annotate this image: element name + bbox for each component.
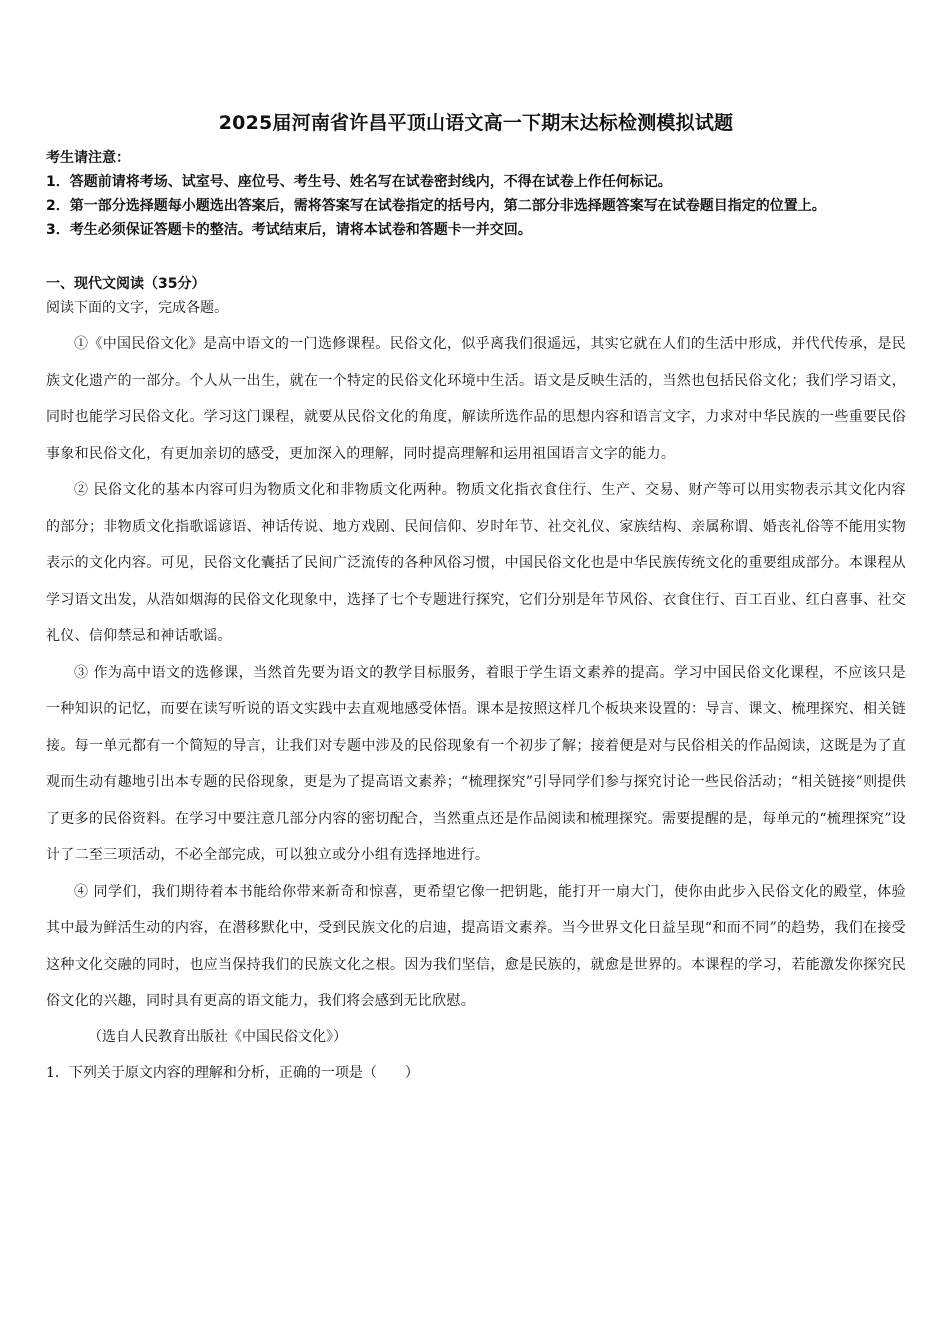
notice-item-3: 3．考生必须保证答题卡的整洁。考试结束后，请将本试卷和答题卡一并交回。 [46, 222, 532, 238]
source-citation: （选自人民教育出版社《中国民俗文化》） [88, 1028, 347, 1045]
notice-item-2: 2．第一部分选择题每小题选出答案后，需将答案写在试卷指定的括号内，第二部分非选择题答案写在试卷题目指定的位置上。 [46, 198, 826, 214]
section-title: 一、现代文阅读（35分） [46, 276, 206, 292]
exam-title: 2025届河南省许昌平顶山语文高一下期末达标检测模拟试题 [218, 112, 734, 134]
question-1: 1．下列关于原文内容的理解和分析，正确的一项是（ ） [46, 1064, 419, 1081]
notice-heading: 考生请注意： [46, 150, 130, 166]
reading-paragraph-1: ①《中国民俗文化》是高中语文的一门选修课程。民俗文化，似乎离我们很遥远，其实它就在人们的生活中形成，并代代传承，是民族文化遗产的一部分。个人从一出生，就在一个特定的民俗文化环境中生活。语文是反映生活的，当然也包括民俗文化；我们学习语文，同时也能学习民俗文化。学习这门课程，就要从民俗文化的角度，解读所选作品的思想内容和语言文字，力求对中华民族的一些重要民俗事象和民俗文化，有更加亲切的感受，更加深入的理解，同时提高理解和运用祖国语言文字的能力。 [46, 336, 906, 462]
section-instruction: 阅读下面的文字，完成各题。 [46, 300, 228, 316]
exam-notice [46, 146, 906, 242]
notice-item-1: 1．答题前请将考场、试室号、座位号、考生号、姓名写在试卷密封线内，不得在试卷上作任何标记。 [46, 174, 672, 190]
reading-paragraph-4: ④ 同学们，我们期待着本书能给你带来新奇和惊喜，更希望它像一把钥匙，能打开一扇大门，使你由此步入民俗文化的殿堂，体验其中最为鲜活生动的内容，在潜移默化中，受到民族文化的启迪，提高语文素养。当今世界文化日益呈现“和而不同”的趋势，我们在接受这种文化交融的同时，也应当保持我们的民族文化之根。因为我们坚信，愈是民族的，就愈是世界的。本课程的学习，若能激发你探究民俗文化的兴趣，同时具有更高的语文能力，我们将会感到无比欣慰。 [46, 883, 906, 1009]
reading-paragraph-2: ② 民俗文化的基本内容可归为物质文化和非物质文化两种。物质文化指衣食住行、生产、交易、财产等可以用实物表示其文化内容的部分；非物质文化指歌谣谚语、神话传说、地方戏剧、民间信仰、岁时年节、社交礼仪、家族结构、亲属称谓、婚丧礼俗等不能用实物表示的文化内容。可见，民俗文化囊括了民间广泛流传的各种风俗习惯，中国民俗文化也是中华民族传统文化的重要组成部分。本课程从学习语文出发，从浩如烟海的民俗文化现象中，选择了七个专题进行探究，它们分别是年节风俗、衣食住行、百工百业、红白喜事、社交礼仪、信仰禁忌和神话歌谣。 [46, 482, 906, 644]
reading-paragraph-3: ③ 作为高中语文的选修课，当然首先要为语文的教学目标服务，着眼于学生语文素养的提高。学习中国民俗文化课程，不应该只是一种知识的记忆，而要在读写听说的语文实践中去直观地感受体悟。课本是按照这样几个板块来设置的：导言、课文、梳理探究、相关链接。每一单元都有一个简短的导言，让我们对专题中涉及的民俗现象有一个初步了解；接着便是对与民俗相关的作品阅读，这既是为了直观而生动有趣地引出本专题的民俗现象，更是为了提高语文素养；“梳理探究”引导同学们参与探究讨论一些民俗活动；“相关链接”则提供了更多的民俗资料。在学习中要注意几部分内容的密切配合，当然重点还是作品阅读和梳理探究。需要提醒的是，每单元的“梳理探究”设计了二至三项活动，不必全部完成，可以独立或分小组有选择地进行。 [46, 664, 906, 863]
